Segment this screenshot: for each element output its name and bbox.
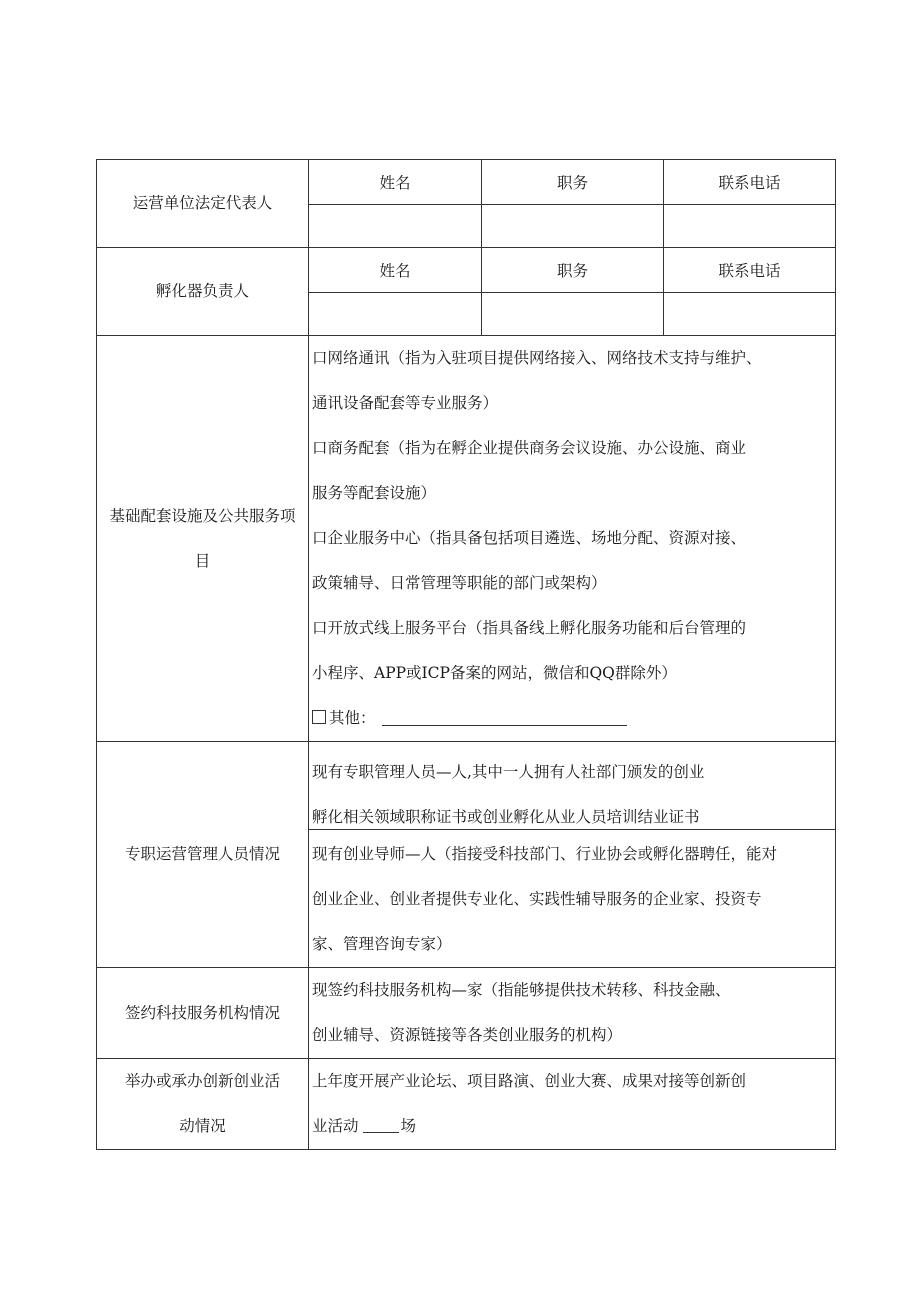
incubator-head-phone-field[interactable] [664,293,836,336]
staff-mentor-block [309,830,835,967]
incubator-head-title-header: 职务 [482,248,664,293]
activities-content [309,1059,836,1150]
incubator-head-phone-header: 联系电话 [664,248,836,293]
staff-mentor-line2: 创业企业、创业者提供专业化、实践性辅导服务的企业家、投资专 [312,890,762,908]
facility-service-center-option[interactable] [312,516,835,606]
facility-service-center-line2: 政策辅导、日常管理等职能的部门或架构） [312,574,607,592]
staff-manager-block [309,742,835,829]
incubator-head-title-field[interactable] [482,293,664,336]
staff-manager-line1: 现有专职管理人员—人,其中一人拥有人社部门颁发的创业 [312,763,705,781]
incubator-head-header-row [97,248,836,293]
legal-rep-label: 运营单位法定代表人 [97,160,309,248]
facility-business-option[interactable] [312,426,835,516]
legal-rep-phone-field[interactable] [664,205,836,248]
staff-mentor-line3: 家、管理咨询专家） [312,935,452,953]
facility-service-center-line1: 口企业服务中心（指具备包括项目遴选、场地分配、资源对接、 [312,529,747,547]
activities-label-line1: 举办或承办创新创业活 [124,1072,280,1090]
staff-content [309,742,836,968]
legal-rep-title-header: 职务 [482,160,664,205]
legal-rep-title-field[interactable] [482,205,664,248]
facility-online-platform-line1: 口开放式线上服务平台（指具备线上孵化服务功能和后台管理的 [312,619,747,637]
service-org-label: 签约科技服务机构情况 [97,968,309,1059]
staff-label: 专职运营管理人员情况 [97,742,309,968]
incubator-head-label: 孵化器负责人 [97,248,309,336]
incubator-head-name-field[interactable] [309,293,482,336]
facility-network-line2: 通讯设备配套等专业服务） [312,394,499,412]
service-org-line2: 创业辅导、资源链接等各类创业服务的机构） [312,1026,623,1044]
activities-row [97,1059,836,1150]
facilities-label [97,336,309,742]
activities-label-line2: 动情况 [179,1117,226,1135]
facility-business-line2: 服务等配套设施） [312,484,437,502]
staff-row [97,742,836,968]
facilities-row [97,336,836,742]
incubator-head-name-header: 姓名 [309,248,482,293]
facility-online-platform-line2: 小程序、APP或ICP备案的网站，微信和QQ群除外） [312,664,677,682]
activities-line2-prefix: 业活动 [312,1117,359,1135]
facilities-options [309,336,836,742]
service-org-row [97,968,836,1059]
facility-network-option[interactable] [312,336,835,426]
staff-manager-line2: 孵化相关领域职称证书或创业孵化从业人员培训结业证书 [312,808,700,826]
service-org-line1: 现签约科技服务机构—家（指能够提供技术转移、科技金融、 [312,981,731,999]
facility-network-line1: 口网络通讯（指为入驻项目提供网络接入、网络技术支持与维护、 [312,349,762,367]
incubator-info-form [96,159,836,1150]
facility-online-platform-option[interactable] [312,606,835,696]
activities-line1: 上年度开展产业论坛、项目路演、创业大赛、成果对接等创新创 [312,1072,747,1090]
facility-other-label: 其他： [329,709,376,727]
facilities-label-line1: 基础配套设施及公共服务项 [109,506,296,525]
activities-count-input[interactable] [363,1118,399,1133]
service-org-content [309,968,836,1059]
legal-rep-name-field[interactable] [309,205,482,248]
facility-business-line1: 口商务配套（指为在孵企业提供商务会议设施、办公设施、商业 [312,439,747,457]
legal-rep-name-header: 姓名 [309,160,482,205]
checkbox-icon[interactable] [312,710,326,724]
activities-line2 [312,1104,835,1149]
facility-other-input[interactable] [382,709,627,726]
activities-label [97,1059,309,1150]
activities-line2-suffix: 场 [400,1117,417,1135]
legal-rep-header-row [97,160,836,205]
facility-other-option[interactable] [312,696,835,741]
staff-mentor-line1: 现有创业导师—人（指接受科技部门、行业协会或孵化器聘任，能对 [312,845,778,863]
facilities-label-line2: 目 [194,551,211,570]
legal-rep-phone-header: 联系电话 [664,160,836,205]
